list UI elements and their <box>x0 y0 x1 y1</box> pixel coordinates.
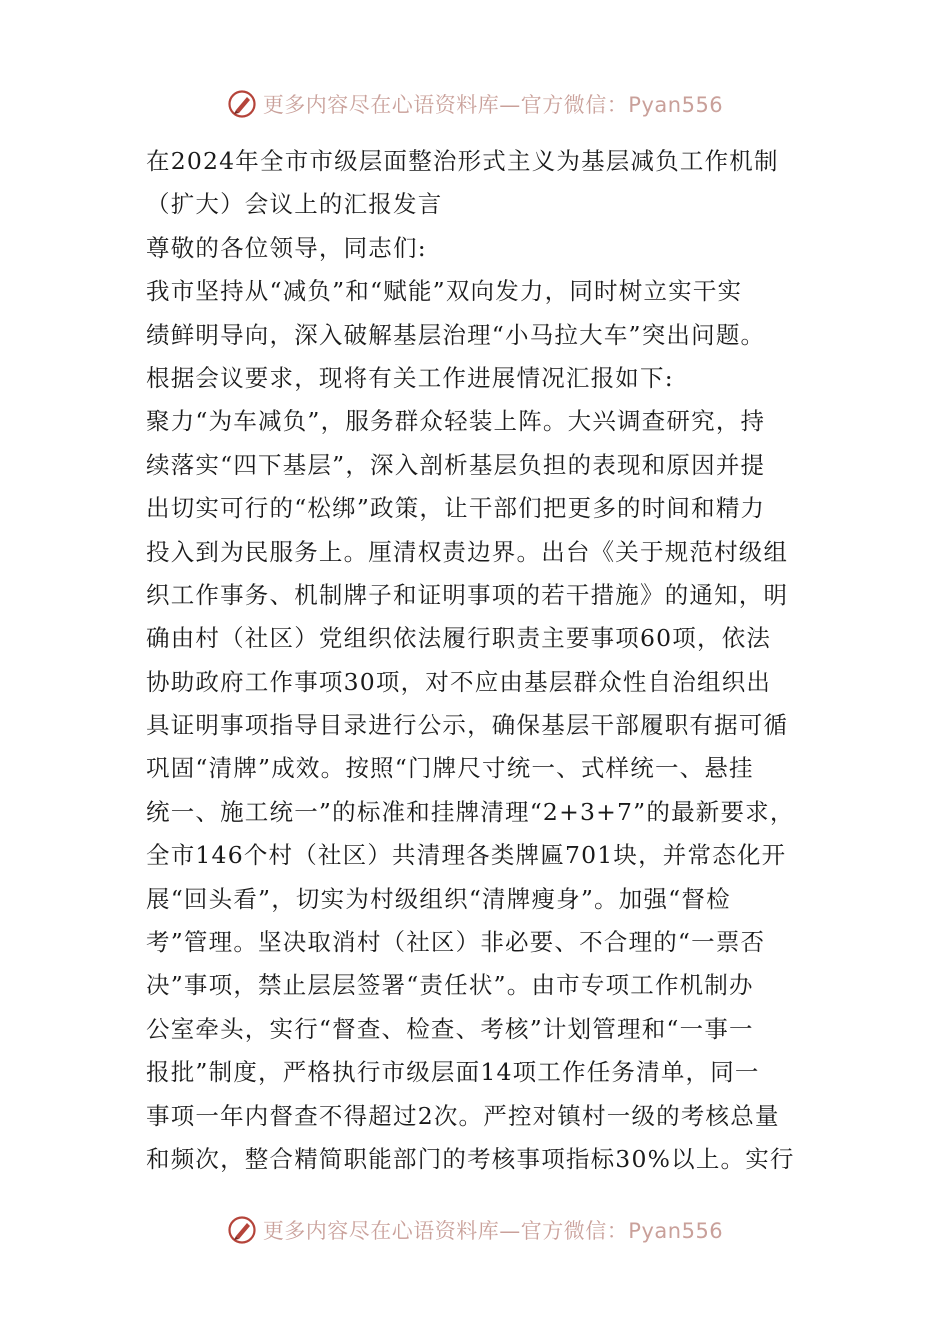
watermark-text: 更多内容尽在心语资料库—官方微信：Pyan556 <box>262 1219 724 1243</box>
watermark-banner-top <box>0 82 950 126</box>
paragraph-line: 考”管理。坚决取消村（社区）非必要、不合理的“一票否 <box>146 928 766 957</box>
paragraph-line: 根据会议要求，现将有关工作进展情况汇报如下: <box>146 363 674 392</box>
paragraph-line: 和频次，整合精简职能部门的考核事项指标30%以上。实行 <box>146 1144 795 1173</box>
document-body <box>146 140 811 1181</box>
pen-logo-icon <box>227 89 257 119</box>
paragraph-line: 我市坚持从“减负”和“赋能”双向发力，同时树立实干实 <box>146 277 743 306</box>
paragraph-line: 织工作事务、机制牌子和证明事项的若干措施》的通知，明 <box>146 580 789 609</box>
watermark-banner-bottom <box>0 1208 950 1252</box>
paragraph-line: 报批”制度，严格执行市级层面14项工作任务清单，同一 <box>146 1058 760 1087</box>
paragraph-line: 续落实“四下基层”，深入剖析基层负担的表现和原因并提 <box>146 450 766 479</box>
paragraph-line: 投入到为民服务上。厘清权责边界。出台《关于规范村级组 <box>146 537 789 566</box>
paragraph-line: 公室牵头，实行“督查、检查、考核”计划管理和“一事一 <box>146 1014 754 1043</box>
paragraph-line: 全市146个村（社区）共清理各类牌匾701块，并常态化开 <box>146 841 787 870</box>
paragraph-line: 事项一年内督查不得超过2次。严控对镇村一级的考核总量 <box>146 1101 780 1130</box>
paragraph-line: 协助政府工作事项30项，对不应由基层群众性自治组织出 <box>146 667 772 696</box>
paragraph-line: 具证明事项指导目录进行公示，确保基层干部履职有据可循 <box>146 711 789 740</box>
paragraph-line: 统一、施工统一”的标准和挂牌清理“2+3+7”的最新要求， <box>146 797 795 826</box>
paragraph-line: 出切实可行的“松绑”政策，让干部们把更多的时间和精力 <box>146 494 766 523</box>
pen-logo-icon <box>227 1215 257 1245</box>
paragraph-line: 确由村（社区）党组织依法履行职责主要事项60项，依法 <box>146 624 772 653</box>
document-title-line: 在2024年全市市级层面整治形式主义为基层减负工作机制 <box>146 147 779 175</box>
paragraph-line: 聚力“为车减负”，服务群众轻装上阵。大兴调查研究，持 <box>146 407 766 436</box>
paragraph-line: 绩鲜明导向，深入破解基层治理“小马拉大车”突出问题。 <box>146 320 766 349</box>
paragraph-line: 展“回头看”，切实为村级组织“清牌瘦身”。加强“督检 <box>146 884 731 913</box>
document-title-line: （扩大）会议上的汇报发言 <box>146 190 443 219</box>
paragraph-line: 决”事项，禁止层层签署“责任状”。由市专项工作机制办 <box>146 971 754 1000</box>
salutation: 尊敬的各位领导，同志们: <box>146 233 427 262</box>
paragraph-line: 巩固“清牌”成效。按照“门牌尺寸统一、式样统一、悬挂 <box>146 754 754 783</box>
watermark-text: 更多内容尽在心语资料库—官方微信：Pyan556 <box>262 93 724 117</box>
